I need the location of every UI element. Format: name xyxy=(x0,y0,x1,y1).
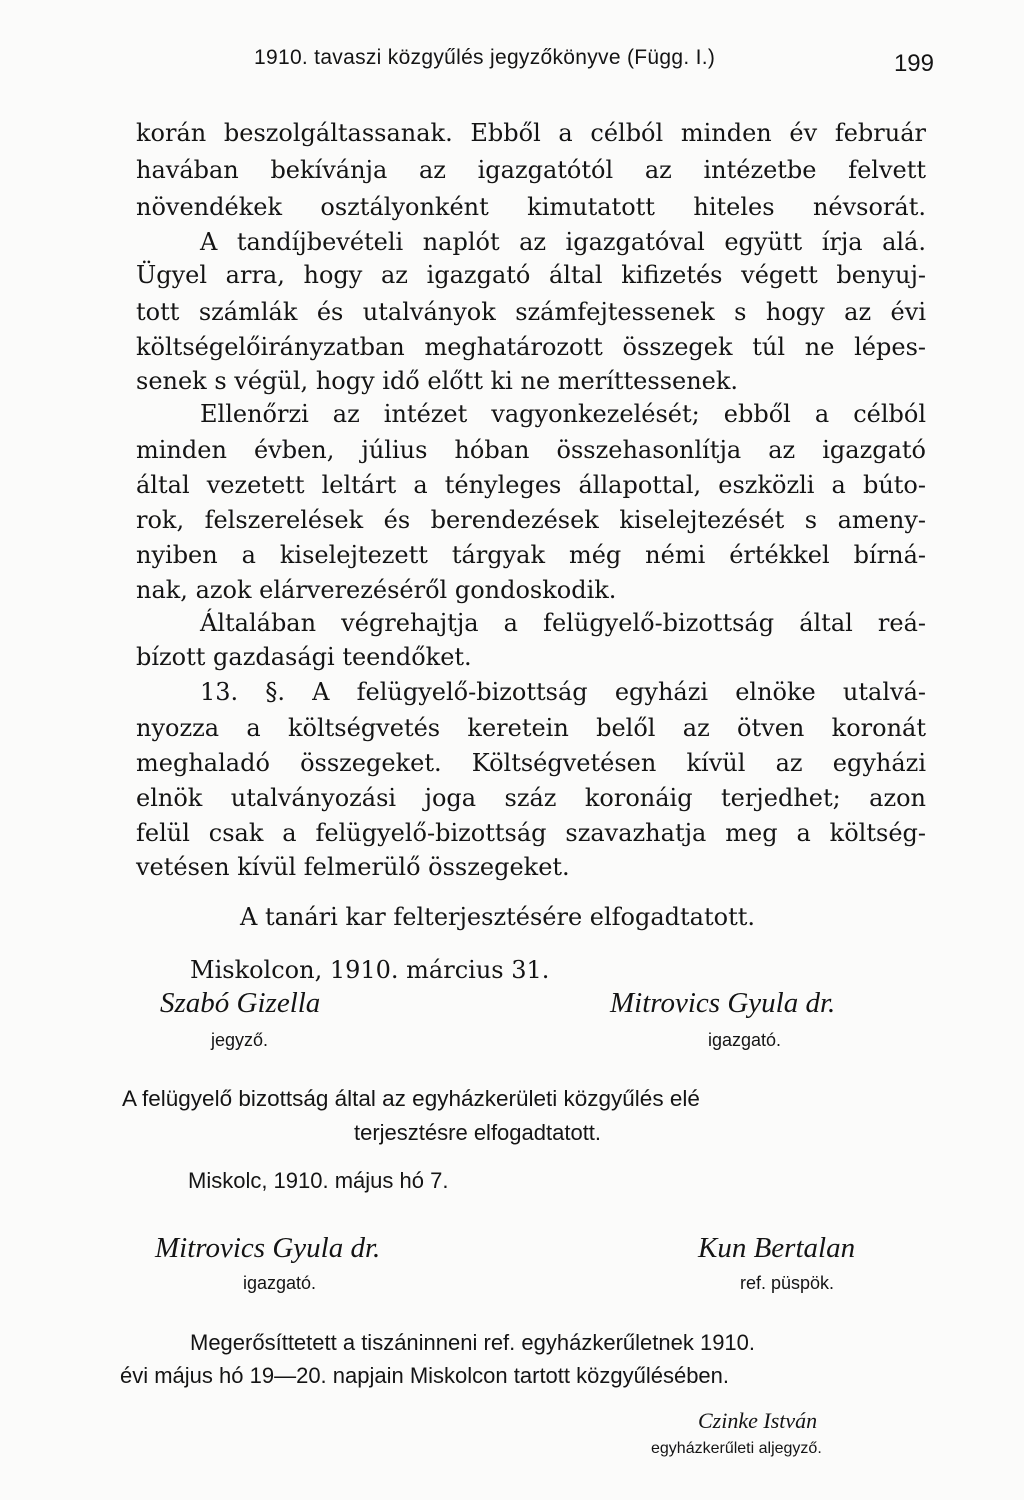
signature-name: Mitrovics Gyula dr. xyxy=(610,987,836,1019)
signature-name: Mitrovics Gyula dr. xyxy=(155,1232,381,1264)
statement-line: terjesztésre elfogadtatott. xyxy=(354,1120,602,1145)
running-title: 1910. tavaszi közgyűlés jegyzőkönyve (Függ. I.) xyxy=(254,46,716,69)
confirmation-line: Megerősíttetett a tiszáninneni ref. egyházkerűletnek 1910. xyxy=(190,1330,756,1355)
text-line: Ellenőrzi az intézet vagyonkezelését; ebből a célból xyxy=(200,400,926,428)
signature-role: egyházkerűleti aljegyző. xyxy=(651,1440,822,1457)
text-line: minden évben, július hóban összehasonlítja az igazgató xyxy=(136,436,926,464)
page-header xyxy=(200,44,940,84)
signature-role: igazgató. xyxy=(243,1273,317,1293)
place-date: Miskolcon, 1910. március 31. xyxy=(190,956,550,984)
text-line: korán beszolgáltassanak. Ebből a célból minden év február xyxy=(136,119,926,147)
confirmation-line: évi május hó 19—20. napjain Miskolcon tartott közgyűlésében. xyxy=(120,1363,730,1388)
signature-name: Czinke István xyxy=(698,1408,818,1433)
text-line: bízott gazdasági teendőket. xyxy=(136,643,472,671)
text-line: nak, azok elárverezéséről gondoskodik. xyxy=(136,576,617,604)
statement-line: A felügyelő bizottság által az egyházkerületi közgyűlés elé xyxy=(122,1086,700,1111)
signature-role: jegyző. xyxy=(211,1030,269,1050)
text-line: felül csak a felügyelő-bizottság szavazhatja meg a költség- xyxy=(136,819,926,847)
text-line: által vezetett leltárt a tényleges állapottal, eszközli a búto- xyxy=(136,471,926,499)
text-line: elnök utalványozási joga száz koronáig terjedhet; azon xyxy=(136,784,926,812)
signature-name: Szabó Gizella xyxy=(160,987,321,1019)
text-line: Általában végrehajtja a felügyelő-bizottság által reá- xyxy=(200,609,926,637)
text-line: rok, felszerelések és berendezések kiselejtezését s ameny- xyxy=(136,506,926,534)
text-line: Ügyel arra, hogy az igazgató által kifizetés végett benyuj- xyxy=(136,261,926,289)
text-line: költségelőirányzatban meghatározott összegek túl ne lépes- xyxy=(136,333,926,361)
text-line: nyiben a kiselejtezett tárgyak még némi értékkel bírná- xyxy=(136,541,926,569)
approval-line: A tanári kar felterjesztésére elfogadtatott. xyxy=(240,903,755,931)
text-line: meghaladó összegeket. Költségvetésen kívül az egyházi xyxy=(136,749,926,777)
signature-role: igazgató. xyxy=(708,1030,782,1050)
text-line: növendékek osztályonként kimutatott hiteles névsorát. xyxy=(136,193,926,221)
text-line: havában bekívánja az igazgatótól az intézetbe felvett xyxy=(136,156,926,184)
text-line: nyozza a költségvetés keretein belől az ötven koronát xyxy=(136,714,926,742)
signature-name: Kun Bertalan xyxy=(698,1232,856,1264)
text-line: senek s végül, hogy idő előtt ki ne meríttessenek. xyxy=(136,367,739,395)
text-line: A tandíjbevételi naplót az igazgatóval együtt írja alá. xyxy=(200,228,926,256)
text-line: vetésen kívül felmerülő összegeket. xyxy=(136,853,570,881)
signature-role: ref. püspök. xyxy=(740,1273,835,1293)
text-line: tott számlák és utalványok számfejtessenek s hogy az évi xyxy=(136,298,926,326)
text-line: 13. §. A felügyelő-bizottság egyházi elnöke utalvá- xyxy=(200,678,926,706)
page-number: 199 xyxy=(893,50,934,77)
place-date: Miskolc, 1910. május hó 7. xyxy=(188,1168,449,1193)
